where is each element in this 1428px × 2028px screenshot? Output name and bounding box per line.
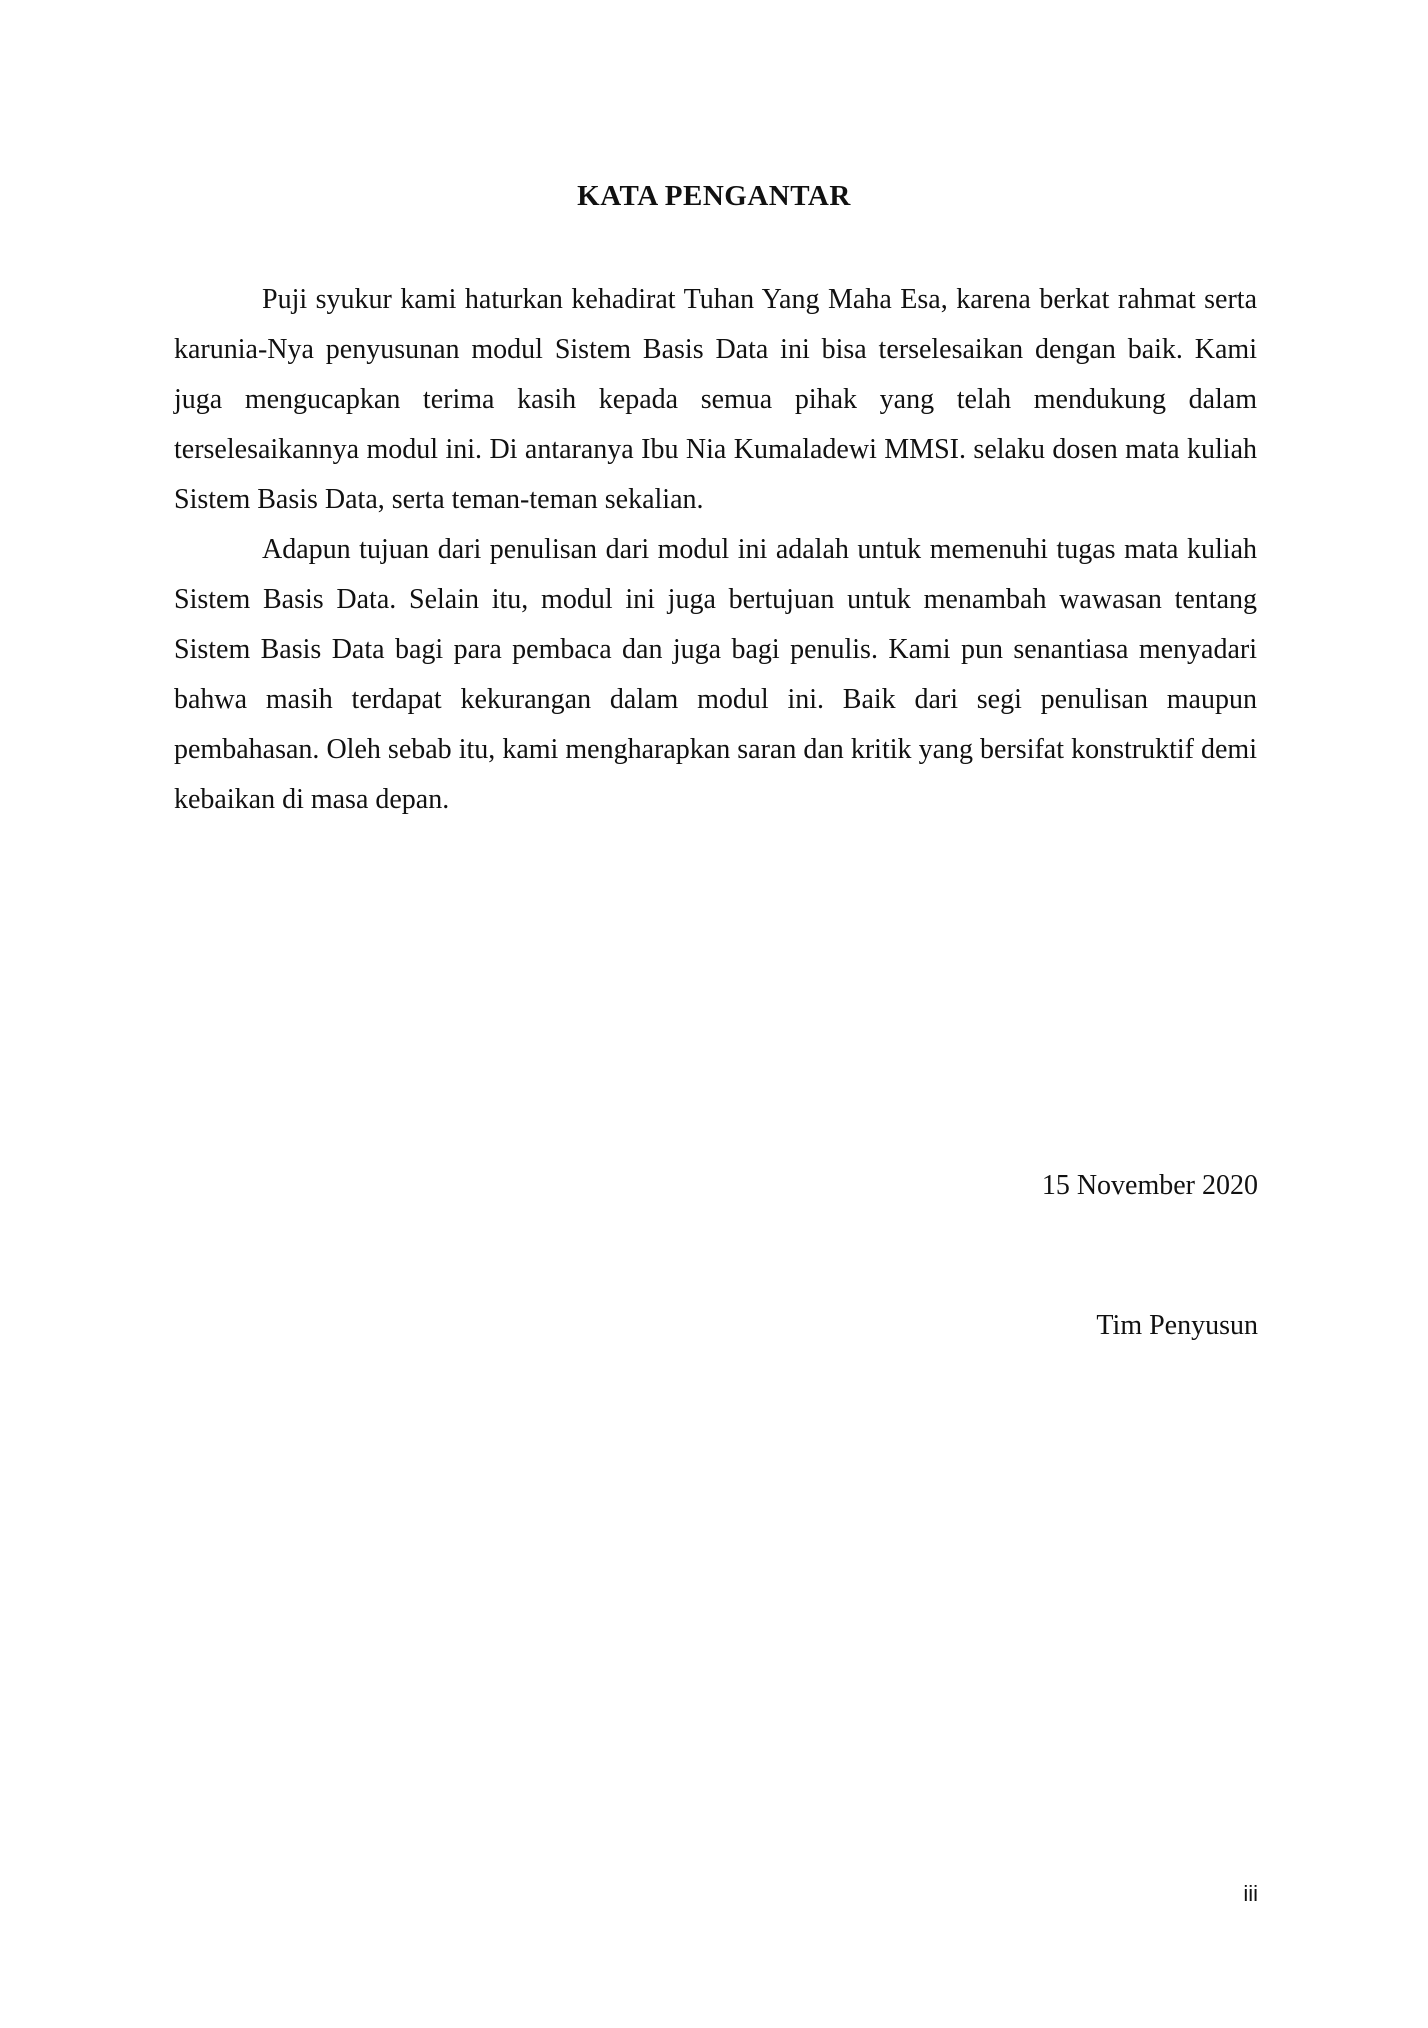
paragraph-2: Adapun tujuan dari penulisan dari modul ini adalah untuk memenuhi tugas mata kuliah Sistem Basis Data. Selain itu, modul ini juga bertujuan untuk menambah wawasan tentang Sistem Basis Data bagi para pembaca dan juga bagi penulis. Kami pun senantiasa menyadari bahwa masih terdapat kekurangan dalam modul ini. Baik dari segi penulisan maupun pembahasan. Oleh sebab itu, kami mengharapkan saran dan kritik yang bersifat konstruktif demi kebaikan di masa depan. — [174, 534, 1257, 815]
paragraph-1: Puji syukur kami haturkan kehadirat Tuhan Yang Maha Esa, karena berkat rahmat serta karunia-Nya penyusunan modul Sistem Basis Data ini bisa terselesaikan dengan baik. Kami juga mengucapkan terima kasih kepada semua pihak yang telah mendukung dalam terselesaikannya modul ini. Di antaranya Ibu Nia Kumaladewi MMSI. selaku dosen mata kuliah Sistem Basis Data, serta teman-teman sekalian. — [174, 284, 1257, 515]
body-text — [174, 275, 1257, 825]
page-number: iii — [1243, 1881, 1258, 1906]
document-date: 15 November 2020 — [1041, 1170, 1258, 1201]
page-title: KATA PENGANTAR — [577, 180, 851, 212]
signer-name: Tim Penyusun — [1096, 1310, 1258, 1341]
